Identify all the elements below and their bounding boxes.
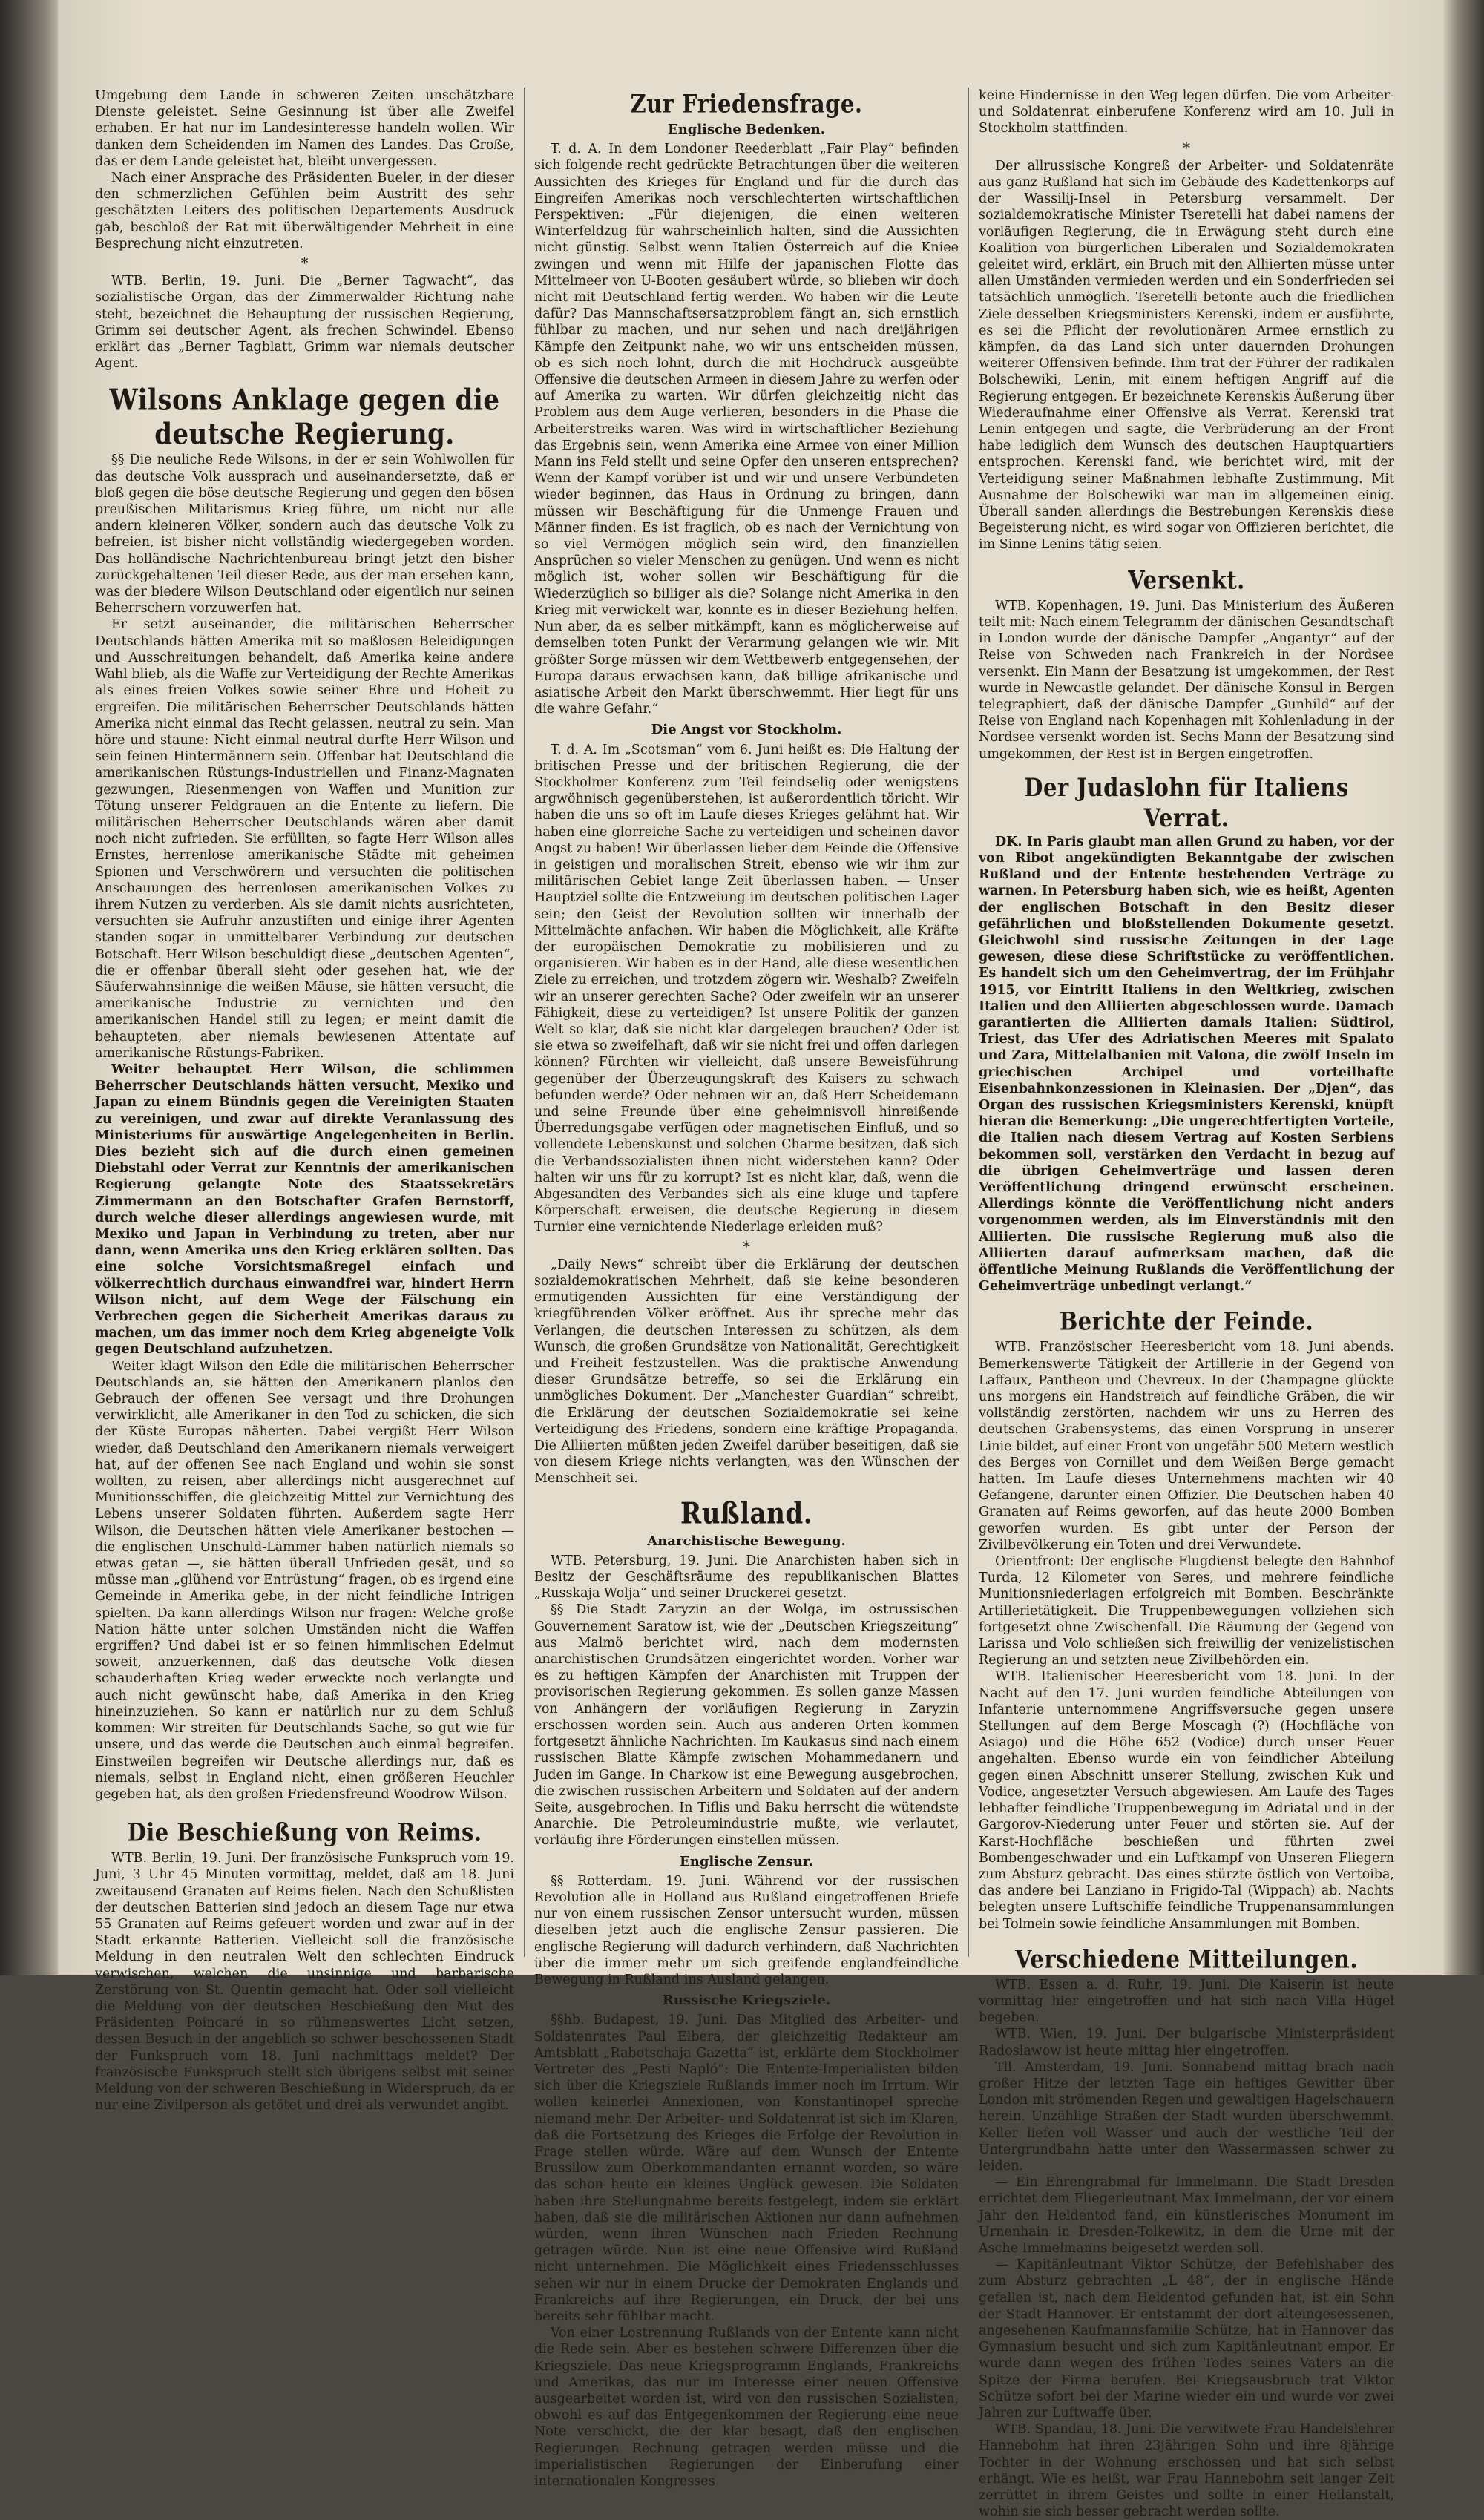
newspaper-page bbox=[58, 0, 1444, 2520]
news-item-reims: WTB. Berlin, 19. Juni. Der französische Funkspruch vom 19. Juni, 3 Uhr 45 Minuten vormittag, meldet, daß am 18. Juni zweitausend Granaten auf Reims fielen. Nach den Schußlisten der deutschen Batterien sind jedoch an diesem Tage nur etwa 55 Granaten auf Reims gefeuert worden und zwar auf in der Stadt erkannte Batterien. Vielleicht soll die französische Meldung in den neutralen Welt den schlechten Eindruck verwischen, welchen die unsinnige und barbarische Zerstörung von St. Quentin gemacht hat. Oder soll vielleicht die Meldung von der deutschen Beschießung den Mut des Präsidenten Poincaré in so rühmenswertes Licht setzen, dessen Besuch in der angeblich so schwer beschossenen Stadt der Funkspruch vom 18. Juni nachmittags meldet? Der französische Funkspruch stellt sich übrigens selbst mit seiner Meldung von der schweren Beschießung in Widerspruch, da er nur eine Zivilperson als getötet und drei als verwundet angibt. bbox=[95, 1851, 514, 2113]
subheadline: Anarchistische Bewegung. bbox=[647, 1533, 846, 1549]
subheadline: Englische Zensur. bbox=[680, 1853, 813, 1869]
column-right bbox=[979, 88, 1394, 2520]
paragraph: Orientfront: Der englische Flugdienst belegte den Bahnhof Turda, 12 Kilometer von Seres, und mehrere feindliche Munitionsniederlagen erfolgreich mit Bomben. Beschränkte Artillerietätigkeit. Die Truppenbewegungen vollziehen sich fortgesetzt ohne Zwischenfall. Die Räumung der Gegend von Larissa und Volo schließen sich freiwillig der venizelistischen Regierung an und setzten neue Zivilbehörden ein. bbox=[979, 1554, 1394, 1668]
paragraph: T. d. A. In dem Londoner Reederblatt „Fair Play“ befinden sich folgende recht gedrückte Betrachtungen über die weiteren Aussichten des Krieges für England und für die durch das Eingreifen Amerikas noch verschlechterten wirtschaftlichen Perspektiven: „Für diejenigen, die einen weiteren Winterfeldzug für wahrscheinlich halten, sind die Aussichten nicht günstig. Selbst wenn Italien Österreich auf die Kniee zwingen und wenn mit Hilfe der japanischen Flotte das Mittelmeer von U-Booten gesäubert würde, so blieben wir doch nicht mit Deutschland fertig werden. Wo haben wir die Leute dafür? Das Mannschaftsersatzproblem fängt an, sich ernstlich fühlbar zu machen, und nur sehen und nach dreijährigen Kämpfe den Zeitpunkt nahe, wo wir uns entscheiden müssen, ob es sich noch lohnt, durch die mit Hochdruck ausgeübte Offensive die deutschen Armeen in diesem Jahre zu werfen oder auf Amerika zu warten. Wir dürfen gleichzeitig nicht das Problem aus dem Auge verlieren, besonders in die Phase die Arbeiterstreiks waren. Was wird in wirtschaftlicher Beziehung das Ergebnis sein, wenn Amerika eine Armee von einer Million Mann ins Feld stellt und seine Opfer den unseren entsprechen? Wenn der Kampf vorüber ist und wir und unsere Verbündeten wieder beginnen, das Haus in Ordnung zu bringen, dann müssen wir Beschäftigung für die Unmenge Frauen und Männer finden. Es ist fraglich, ob es nach der Vernichtung von so viel Vermögen möglich sein wird, den finanziellen Ansprüchen so vieler Menschen zu genügen. Und wenn es nicht möglich ist, woher sollen wir Beschäftigung für die Wiederzüglich so billiger als die? Solange nicht Amerika in den Krieg mit verwickelt war, konnte es in dieser Beziehung helfen. Nun aber, da es selber mitkämpft, kann es möglicherweise auf demselben toten Punkt der Verarmung gelangen wie wir. Mit größter Sorge müssen wir dem Wettbewerb entgegensehen, der Europa daraus erwachsen kann, daß billige afrikanische und asiatische Arbeit den Markt überschwemmt. Hier liegt für uns die wahre Gefahr.“ bbox=[534, 142, 959, 717]
paragraph: Nach einer Ansprache des Präsidenten Bueler, in der dieser den schmerzlichen Gefühlen beim Austritt des sehr geschätzten Leiters des politischen Departements Ausdruck gab, beschloß der Rat mit überwältigender Mehrheit in eine Besprechung nicht einzutreten. bbox=[95, 171, 514, 251]
book-spine-shadow bbox=[0, 0, 58, 1975]
paragraph: Tll. Amsterdam, 19. Juni. Sonnabend mittag brach nach großer Hitze der letzten Tage ein heftiges Gewitter über London mit strömenden Regen und gewaltigen Hagelschauern herein. Unzählige Straßen der Stadt wurden überschwemmt. Keller liefen voll Wasser und auch der westliche Teil der Untergrundbahn hatte unter den Wassermassen schwer zu leiden. bbox=[979, 2059, 1394, 2174]
headline-judaslohn: Der Judaslohn für Italiens Verrat. bbox=[1024, 772, 1349, 832]
paragraph: §§ Rotterdam, 19. Juni. Während vor der russischen Revolution alle in Holland aus Rußland eingetroffenen Briefe nur von einem russischen Zensor untersucht wurden, müssen dieselben jetzt auch die englische Zensur passieren. Die englische Regierung will dadurch verhindern, daß Nachrichten über die immer mehr um sich greifende englandfeindliche Bewegung in Rußland ins Ausland gelangen. bbox=[534, 1873, 959, 1987]
paragraph: Umgebung dem Lande in schweren Zeiten unschätzbare Dienste geleistet. Seine Gesinnung ist über alle Zweifel erhaben. Er hat nur im Landesinteresse handeln wollen. Wir danken dem Scheidenden im Namen des Landes. Das Große, das er dem Lande geleistet hat, bleibt unvergessen. bbox=[95, 88, 514, 169]
page-edge-shadow bbox=[1444, 0, 1484, 1975]
paragraph: WTB. Petersburg, 19. Juni. Die Anarchisten haben sich in Besitz der Geschäftsräume des republikanischen Blattes „Russkaja Wolja“ und seiner Druckerei gesetzt. bbox=[534, 1553, 959, 1602]
headline-russland: Rußland. bbox=[680, 1496, 813, 1531]
subheadline: Russische Kriegsziele. bbox=[662, 1993, 831, 2009]
subheadline: Englische Bedenken. bbox=[667, 122, 826, 137]
paragraph: §§ Die neuliche Rede Wilsons, in der er sein Wohlwollen für das deutsche Volk aussprach und auseinandersetzte, daß er bloß gegen die böse deutsche Regierung und gegen den bösen preußischen Militarismus Krieg führe, um nicht nur alle andern kleineren Völker, sondern auch das deutsche Volk zu befreien, ist bisher nicht vollständig wiedergegeben worden. Das holländische Nachrichtenbureau bringt jetzt den bisher zurückgehaltenen Teil dieser Rede, aus der man ersehen kann, was der biedere Wilson Deutschland oder eigentlich nur seinen Beherrschern vorzuwerfen hat. bbox=[95, 453, 514, 616]
column-middle bbox=[534, 88, 959, 2490]
paragraph: „Daily News“ schreibt über die Erklärung der deutschen sozialdemokratischen Mehrheit, daß sie keine besonderen ermutigenden Aussichten für eine Verständigung der kriegführenden Völker eröffnet. Aus ihr spreche mehr das Verlangen, die deutschen Interessen zu schützen, als dem Wunsch, die großen Grundsätze von Nationalität, Gerechtigkeit und Freiheit festzustellen. Was die praktische Anwendung dieser Grundsätze betreffe, so sei die Erklärung ein unmögliches Dokument. Der „Manchester Guardian“ schreibt, die Erklärung der deutschen Sozialdemokratie sei keine Verteidigung des Friedens, sondern eine kräftige Propaganda. Die Alliierten müßten jeden Zweifel darüber beseitigen, daß sie von diesem Kriege nichts verlangten, was den Wünschen der Menschheit sei. bbox=[534, 1257, 959, 1487]
separator-star: * bbox=[1183, 138, 1190, 157]
paragraph: keine Hindernisse in den Weg legen dürfen. Die vom Arbeiter- und Soldatenrat einberufene Konferenz wird am 10. Juli in Stockholm stattfinden. bbox=[979, 88, 1394, 136]
headline-versenkt: Versenkt. bbox=[1128, 565, 1245, 595]
column-divider-2 bbox=[968, 88, 969, 1957]
paragraph: Weiter behauptet Herr Wilson, die schlimmen Beherrscher Deutschlands hätten versucht, Mexiko und Japan zu einem Bündnis gegen die Vereinigten Staaten zu vereinigen, und zwar auf direkte Veranlassung des Ministeriums für auswärtige Angelegenheiten in Berlin. Dies bezieht sich auf die durch einen gemeinen Diebstahl oder Verrat zur Kenntnis der amerikanischen Regierung gelangte Note des Staatssekretärs Zimmermann an den Botschafter Grafen Bernstorff, durch welche dieser allerdings angewiesen wurde, mit Mexiko und Japan in Verbindung zu treten, aber nur dann, wenn Amerika uns den Krieg erklären sollten. Das eine solche Vorsichtsmaßregel einfach und völkerrechtlich durchaus einwandfrei war, hindert Herrn Wilson nicht, auf dem Wege der Fälschung ein Verbrechen gegen die Sicherheit Amerikas daraus zu machen, um das immer noch dem Krieg abgeneigte Volk gegen Deutschland aufzuhetzen. bbox=[95, 1062, 514, 1358]
paragraph: Der allrussische Kongreß der Arbeiter- und Soldatenräte aus ganz Rußland hat sich im Gebäude des Kadettenkorps auf der Wassilij-Insel in Petersburg versammelt. Der sozialdemokratische Minister Tseretelli hat dabei namens der vorläufigen Regierung, die in Erwägung steht durch eine Koalition von bürgerlichen Liberalen und Sozialdemokraten geleitet wird, erklärt, ein Bruch mit den Alliierten müsse unter allen Umständen vermieden werden und ein Sonderfrieden sei tatsächlich unmöglich. Tseretelli betonte auch die friedlichen Ziele desselben Kriegsministers Kerenski, indem er ausführte, es sei die Pflicht der revolutionären Armee ernstlich zu kämpfen, da das Land sich unter dauernden Drohungen weiterer Offensiven befinde. Ihm trat der Führer der radikalen Bolschewiki, Lenin, mit einem heftigen Angriff auf die Regierung entgegen. Er bezeichnete Kerenskis Äußerung über Wiederaufnahme einer Offensive als Verrat. Kerenski trat Lenin entgegen und sagte, die Verbrüderung an der Front habe lediglich dem Wunsch des deutschen Hauptquartiers entsprochen. Kerenski fand, wie berichtet wird, mit der Verteidigung seiner Maßnahmen lebhafte Zustimmung. Mit Ausnahme der Bolschewiki war man im allgemeinen einig. Überall sanden allerdings die Bestrebungen Kerenskis diese Begeisterung nicht, es wird sogar von Offizieren berichtet, die im Sinne Lenins tätig seien. bbox=[979, 158, 1394, 553]
paragraph: WTB. Spandau, 18. Juni. Die verwitwete Frau Handelslehrer Hannebohm hat ihren 23jährigen Sohn und ihre 8jährige Tochter in der Wohnung erschossen und hat sich selbst erhängt. Wie es heißt, war Frau Hannebohm seit langer Zeit zerrüttet in ihrem Geistes und sollte in einer Heilanstalt, wohin sie sich besser gebracht werden sollte. bbox=[979, 2422, 1394, 2520]
paragraph: WTB. Wien, 19. Juni. Der bulgarische Ministerpräsident Radoslawow ist heute mittag hier eingetroffen. bbox=[979, 2027, 1394, 2059]
paragraph: T. d. A. Im „Scotsman“ vom 6. Juni heißt es: Die Haltung der britischen Presse und der britischen Regierung, die der Stockholmer Konferenz zum Teil feindselig oder wenigstens argwöhnisch gegenüberstehen, ist außerordentlich töricht. Wir haben die uns so oft im Laufe dieses Krieges gelähmt hat. Wir haben eine glorreiche Sache zu verteidigen und scheinen davor Angst zu haben! Wir überlassen lieber dem Feinde die Offensive in geistigen und moralischen Streit, ebenso wie wir ihm zur militärischen Gebiet lange Zeit überlassen haben. — Unser Hauptziel sollte die Entzweiung im deutschen politischen Lager sein; den Geist der Revolution sollten wir innerhalb der Mittelmächte anfachen. Wir haben die Möglichkeit, alle Kräfte der europäischen Demokratie zu mobilisieren und zu organisieren. Wir haben es in der Hand, alle diese wesentlichen Ziele zu erreichen, und trotzdem zögern wir. Weshalb? Zweifeln wir an unserer gerechten Sache? Oder zweifeln wir an unserer Fähigkeit, diese zu verteidigen? Ist unsere Politik der ganzen Welt so klar, daß sie nicht klar dargelegen brauchen? Oder ist sie etwa so zweifelhaft, daß wir sie nicht frei und offen darlegen können? Fürchten wir vielleicht, daß unsere Beweisführung gegenüber der Überzeugungskraft des Kaisers zu schwach befunden werde? Oder nehmen wir an, daß Herr Scheidemann und seine Freunde über eine geheimnisvoll hinreißende Überredungsgabe verfügen oder magnetischen Einfluß, und so vollendete Lebenskunst und solchen Charme besitzen, daß sich die Verbandssozialisten ihnen nicht widerstehen kann? Oder halten wir uns für zu korrupt? Ist es nicht klar, daß, wenn die Abgesandten des Verbandes sich als eine kluge und tapfere Körperschaft erweisen, die deutsche Regierung in diesem Turnier eine vernichtende Niederlage erleiden muß? bbox=[534, 742, 959, 1235]
paragraph: WTB. Essen a. d. Ruhr, 19. Juni. Die Kaiserin ist heute vormittag hier eingetroffen und hat sich nach Villa Hügel begeben. bbox=[979, 1977, 1394, 2026]
paragraph: Weiter klagt Wilson den Edle die militärischen Beherrscher Deutschlands an, sie hätten den Amerikanern planlos den Gebrauch der offenen See versagt und ihre Drohungen verwirklicht, alle Amerikaner in den Tod zu schicken, die sich der Küste Europas näherten. Dabei vergißt Herr Wilson wieder, daß Deutschland den Amerikanern niemals verweigert hat, auf der offenen See nach England und wohin sie sonst wollten, zu reisen, aber allerdings nicht ausgerechnet auf Munitionsschiffen, die gleichzeitig Mittel zur Vernichtung des Lebens unserer Soldaten führten. Außerdem sagte Herr Wilson, die Deutschen hätten viele Amerikaner bestochen — die englischen Unschuld-Lämmer haben natürlich niemals so etwas getan —, sie hätten überall Unfrieden gesät, und so müsse man „glühend vor Entrüstung“ fragen, ob es irgend eine Gemeinde in Amerika gebe, in der nicht feindliche Intrigen spielten. Da kann allerdings Wilson nur fragen: Welche große Nation hätte unter solchen Umständen nicht die Waffen ergriffen? Und dabei ist er so feinen himmlischen Edelmut soweit, anzuerkennen, daß das deutsche Volk diesen schauderhaften Krieg weder erweckte noch verlangte und auch nicht gewünscht habe, daß Amerika in den Krieg hineinzuziehen. So kann er natürlich nur zu dem Schluß kommen: Wir streiten für Deutschlands Sache, so gut wie für unsere, und das werde die Deutschen auch einmal begreifen. Einstweilen begreifen wir Deutsche allerdings nur, daß es niemals, selbst in England nicht, einen größeren Heuchler gegeben hat, als den großen Friedensfreund Woodrow Wilson. bbox=[95, 1358, 514, 1802]
separator-star: * bbox=[743, 1237, 750, 1255]
headline-verschiedene-mitteilungen: Verschiedene Mitteilungen. bbox=[1015, 1944, 1358, 1974]
subheadline: Die Angst vor Stockholm. bbox=[651, 722, 842, 738]
headline-friedensfrage: Zur Friedensfrage. bbox=[630, 89, 863, 119]
paragraph: WTB. Französischer Heeresbericht vom 18. Juni abends. Bemerkenswerte Tätigkeit der Artillerie in der Gegend von Laffaux, Pantheon und Chevreux. In der Champagne glückte uns morgens ein Handstreich auf feindliche Gräben, die wir vollständig zerstörten, nachdem wir uns zu Herren des deutschen Grabensystems, das einen Vorsprung in unserer Linie bildet, auf einer Front von ungefähr 500 Metern westlich des Berges von Cornillet und dem Weißen Berge gemacht hatten. Im Laufe dieses Unternehmens machten wir 40 Gefangene, darunter einen Offizier. Die Deutschen haben 40 Granaten auf Reims geworfen, auf das heute 2000 Bomben geworfen wurden. Es gibt unter der Person der Zivilbevölkerung ein Toten und drei Verwundete. bbox=[979, 1340, 1394, 1553]
paragraph: WTB. Kopenhagen, 19. Juni. Das Ministerium des Äußeren teilt mit: Nach einem Telegramm der dänischen Gesandtschaft in London wurde der dänische Dampfer „Angantyr“ auf der Reise von Schweden nach Frankreich in der Nordsee versenkt. Ein Mann der Besatzung ist umgekommen, der Rest wurde in Newcastle gelandet. Der dänische Konsul in Bergen telegraphiert, daß der dänische Dampfer „Gunhild“ auf der Reise von England nach Kopenhagen mit Kohlenladung in der Nordsee versenkt worden ist. Sechs Mann der Besatzung sind umgekommen, der Rest ist in Bergen eingetroffen. bbox=[979, 598, 1394, 762]
headline-beschiessung-reims: Die Beschießung von Reims. bbox=[127, 1817, 482, 1847]
paragraph: — Ein Ehrengrabmal für Immelmann. Die Stadt Dresden errichtet dem Fliegerleutnant Max Immelmann, der vor einem Jahr den Heldentod fand, ein künstlerisches Monument im Urnenhain in Dresden-Tolkewitz, in dem die Urne mit der Asche Immelmanns beigesetzt werden soll. bbox=[979, 2175, 1394, 2256]
news-item-berlin: WTB. Berlin, 19. Juni. Die „Berner Tagwacht“, das sozialistische Organ, das der Zimmerwalder Richtung nahe steht, bezeichnet die Behauptung der russischen Regierung, Grimm sei deutscher Agent, als frechen Schwindel. Ebenso erklärt das „Berner Tagblatt, Grimm war niemals deutscher Agent. bbox=[95, 274, 514, 372]
paragraph: DK. In Paris glaubt man allen Grund zu haben, vor der von Ribot angekündigten Bekanntgabe der zwischen Rußland und der Entente bestehenden Verträge zu warnen. In Petersburg haben sich, wie es heißt, Agenten der englischen Botschaft in den Besitz dieser gefährlichen und bloßstellenden Dokumente gesetzt. Gleichwohl sind russische Zeitungen in der Lage gewesen, diese diese Schriftstücke zu veröffentlichen. Es handelt sich um den Geheimvertrag, der im Frühjahr 1915, vor Eintritt Italiens in den Weltkrieg, zwischen Italien und den Alliierten abgeschlossen wurde. Damach garantierten die Alliierten damals Italien: Südtirol, Triest, das Ufer des Adriatischen Meeres mit Spalato und Zara, Mittelalbanien mit Valona, die zwölf Inseln im griechischen Archipel und vorteilhafte Eisenbahnkonzessionen in Kleinasien. Der „Djen“, das Organ des russischen Kriegsministers Kerenski, knüpft hieran die Bemerkung: „Die ungerechtfertigten Vorteile, die Italien nach diesem Vertrag auf Kosten Serbiens bekommen soll, verstärken den Verdacht in bezug auf die übrigen Geheimverträge und lassen deren Veröffentlichung dringend erwünscht erscheinen. Allerdings könnte die Veröffentlichung nicht anders vorgenommen werden, als im Einverständnis mit den Alliierten. Die russische Regierung muß also die Alliierten darauf aufmerksam machen, daß die öffentliche Meinung Rußlands die Veröffentlichung der Geheimverträge unbedingt verlangt.“ bbox=[979, 834, 1394, 1294]
paragraph: §§hb. Budapest, 19. Juni. Das Mitglied des Arbeiter- und Soldatenrates Paul Elbera, der gleichzeitig Redakteur am Amtsblatt „Rabotschaja Gazetta“ ist, erklärte dem Stockholmer Vertreter des „Pesti Napló“: Die Entente-Imperialisten bilden sich über die Kriegsziele Rußlands immer noch im Irrtum. Wir wollen keinerlei Annexionen, von Konstantinopel spreche niemand mehr. Der Arbeiter- und Soldatenrat ist sich im Klaren, daß die Fortsetzung des Krieges die Erfolge der Revolution in Frage stellen würde. Wäre auf dem Wunsch der Entente Brussilow zum Oberkommandanten ernannt worden, so wäre das schon heute ein kleines Unglück gewesen. Die Soldaten haben ihre Stellungnahme bereits festgelegt, indem sie erklärt haben, daß sie die militärischen Aktionen nur dann aufnehmen würden, wenn ihren Wünschen nach Frieden Rechnung getragen würde. Nun ist eine neue Offensive wird Rußland nicht unternehmen. Die Möglichkeit eines Friedensschlusses sehen wir nur in einem Drucke der Demokraten Englands und Frankreichs auf ihre Regierungen, ein Druck, der bei uns bereits sehr fühlbar macht. bbox=[534, 2013, 959, 2324]
paragraph: — Kapitänleutnant Viktor Schütze, der Befehlshaber des zum Absturz gebrachten „L 48“, der in englische Hände gefallen ist, nach dem Heldentod gefunden hat, ist ein Sohn der Stadt Hannover. Er entstammt der dort alteingesessenen, angesehenen Kaufmannsfamilie Schütze, hat in Hannover das Gymnasium besucht und sich zum Kapitänleutnant empor. Er wurde dann wegen des frühen Todes seines Vaters an die Spitze der Firma berufen. Bei Kriegsausbruch trat Viktor Schütze sofort bei der Marine wieder ein und wurde vor zwei Jahren zur Luftwaffe über. bbox=[979, 2257, 1394, 2421]
column-divider-1 bbox=[524, 88, 525, 1957]
paragraph: §§ Die Stadt Zaryzin an der Wolga, im ostrussischen Gouvernement Saratow ist, wie der „Deutschen Kriegszeitung“ aus Malmö berichtet wird, nach dem modernsten anarchistischen Grundsätzen eingerichtet worden. Vorher war es zu heftigen Kämpfen der Anarchisten mit Truppen der provisorischen Regierung gekommen. Es sollen ganze Massen von Anhängern der vorläufigen Regierung in Zaryzin erschossen worden sein. Auch aus anderen Orten kommen fortgesetzt ähnliche Nachrichten. Im Kaukasus sind nach einem russischen Blatte Kämpfe zwischen Mohammedanern und Juden im Gange. In Charkow ist eine Bewegung ausgebrochen, die zwischen russischen Arbeitern und Soldaten auf der andern Seite, ausgebrochen. In Tiflis und Baku herrscht die wütendste Anarchie. Die Petroleumindustrie mußte, wie verlautet, vorläufig ihre Förderungen einstellen müssen. bbox=[534, 1602, 959, 1849]
paragraph: Von einer Lostrennung Rußlands von der Entente kann nicht die Rede sein. Aber es bestehen schwere Differenzen über die Kriegsziele. Das neue Kriegsprogramm Englands, Frankreichs und Amerikas, das nur im Interesse einer neuen Offensive ausgearbeitet worden ist, wird von den russischen Sozialisten, obwohl es auf das Entgegenkommen der Regierung eine neue Note verschickt, die der klar besagt, daß den englischen Regierungen Rechnung getragen werden müsse und die imperialistischen Regierungen der Einberufung einer internationalen Kongresses bbox=[534, 2326, 959, 2490]
paragraph: WTB. Italienischer Heeresbericht vom 18. Juni. In der Nacht auf den 17. Juni wurden feindliche Abteilungen von Infanterie unternommene Angriffsversuche gegen unsere Stellungen auf dem Berge Moscagh (?) (Hochfläche von Asiago) und die Höhe 652 (Vodice) durch unser Feuer angehalten. Ebenso wurde ein von feindlicher Abteilung gegen einen Abschnitt unserer Stellung, zwischen Kuk und Vodice, angesetzter Versuch abgewiesen. Am Laufe des Tages lebhafter feindliche Truppenbewegung im Adriatal und in der Gargorov-Niederung unter Feuer und störten sie. Auf der Karst-Hochfläche beschießen und führten zwei Bombengeschwader und ein Luftkampf von Unseren Fliegern zum Absturz gebracht. Das eines stürzte östlich von Vertoiba, das andere bei Lanziano in Frigido-Tal (Wippach) ab. Nachts belegten unsere Luftschiffe feindliche Truppenansammlungen bei Tolmein sowie feindliche Ansammlungen mit Bomben. bbox=[979, 1669, 1394, 1932]
paragraph: Er setzt auseinander, die militärischen Beherrscher Deutschlands hätten Amerika mit so maßlosen Beleidigungen und Ausschreitungen behandelt, daß Amerika keine andere Wahl blieb, als die Waffe zur Verteidigung der Rechte Amerikas als eines freien Volkes sowie seiner Ehre und Hoheit zu ergreifen. Die militärischen Beherrscher Deutschlands hätten Amerika nicht einmal das Recht gelassen, neutral zu sein. Man höre und staune: Nicht einmal neutral durfte Herr Wilson und sein feinen Hintermännern sein. Offenbar hat Deutschland die amerikanischen Rüstungs-Industriellen und Finanz-Magnaten gezwungen, Riesenmengen von Waffen und Munition zur Tötung unserer Feldgrauen an die Entente zu liefern. Die militärischen Beherrscher Deutschlands wären aber damit noch nicht zufrieden. Sie erfüllten, so fagte Herr Wilson alles Ernstes, herrenlose amerikanische Städte mit geheimen Spionen und Verschwörern und versuchten die politischen Anschauungen des herrenlosen amerikanischen Volkes zu ihrem Nutzen zu verderben. Als sie damit nichts ausrichteten, versuchten sie Aufruhr anzustiften und einige ihrer Agenten standen sogar in unmittelbarer Verbindung zur deutschen Botschaft. Herr Wilson beschuldigt diese „deutschen Agenten“, die er offenbar überall sieht oder gesehen hat, wie der Säuferwahnsinnige die weißen Mäuse, sie hätten versucht, die amerikanische Industrie zu vernichten und den amerikanischen Handel still zu legen; er meint damit die behaupteten, aber niemals bewiesenen Attentate auf amerikanische Rüstungs-Fabriken. bbox=[95, 617, 514, 1061]
headline-wilsons-anklage: Wilsons Anklage gegen die deutsche Regierung. bbox=[109, 384, 500, 453]
column-left bbox=[95, 88, 514, 2113]
headline-berichte-der-feinde: Berichte der Feinde. bbox=[1059, 1306, 1314, 1336]
separator-star: * bbox=[301, 254, 309, 272]
